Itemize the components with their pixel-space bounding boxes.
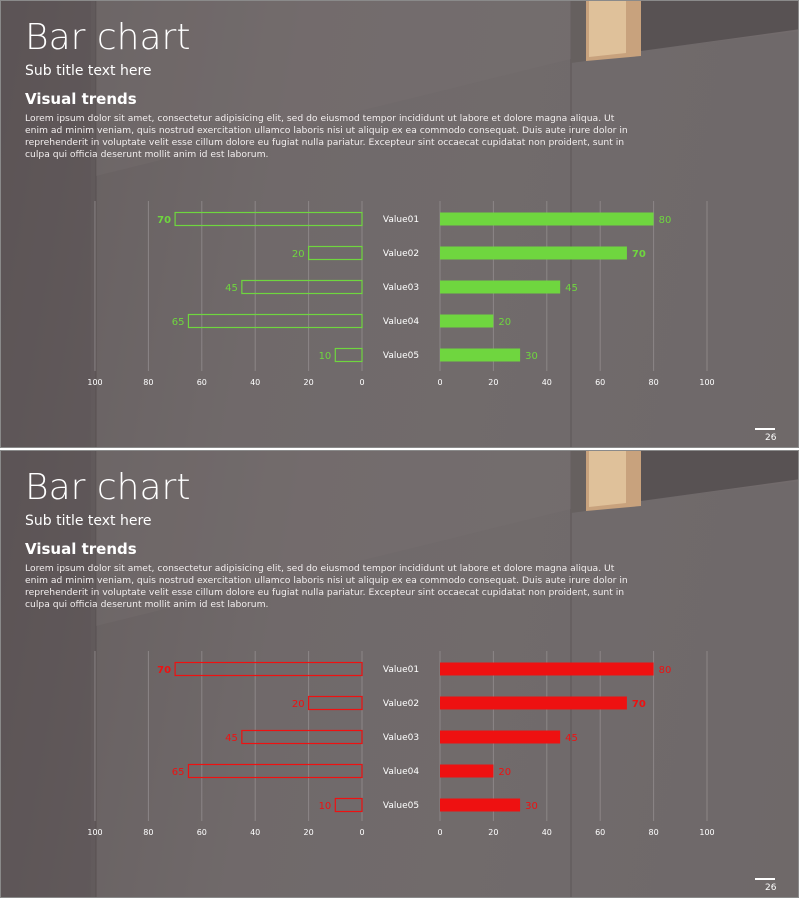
body-paragraph: Lorem ipsum dolor sit amet, consectetur adipisicing elit, sed do eiusmod tempor incididunt ut labore et dolore magna aliqua. Ut enim ad minim veniam, quis nostrud exercitation ullamco laboris nisi ut aliquip ex ea commodo consequat. Duis aute irure dolor in reprehenderit in voluptate velit esse cillum dolore eu fugiat nulla pariatur. Excepteur sint occaecat cupidatat non proident, sunt in culpa qui officia deserunt mollit anim id est laborum.: [25, 563, 628, 610]
bar-left: [188, 765, 362, 778]
tick-label-left: 80: [143, 828, 154, 837]
category-label: Value05: [382, 801, 420, 811]
tick-label-left: 20: [303, 378, 314, 387]
data-label-left: 45: [225, 283, 238, 294]
data-label-left: 65: [171, 767, 185, 778]
bar-right: [440, 731, 560, 744]
tick-label-right: 60: [595, 378, 606, 387]
tick-label-left: 20: [303, 828, 314, 837]
tick-label-right: 60: [595, 828, 606, 837]
bar-left: [335, 349, 362, 362]
butterfly-bar-chart: [1, 451, 799, 898]
bar-right: [440, 765, 493, 778]
tick-label-right: 100: [699, 828, 715, 837]
bar-right: [440, 247, 627, 260]
category-label: Value02: [382, 249, 420, 259]
data-label-left: 70: [157, 665, 172, 676]
category-label: Value03: [382, 283, 420, 293]
page-number-rule: [755, 878, 775, 880]
bar-left: [188, 315, 362, 328]
section-heading: Visual trends: [25, 540, 137, 558]
bar-left: [309, 697, 362, 710]
tick-label-left: 0: [359, 828, 365, 837]
data-label-left: 20: [291, 699, 305, 710]
data-label-left: 70: [157, 215, 172, 226]
bar-left: [309, 247, 362, 260]
data-label-right: 20: [498, 767, 512, 778]
tick-label-left: 100: [87, 828, 103, 837]
bar-right: [440, 349, 520, 362]
data-label-right: 70: [631, 699, 646, 710]
bar-left: [175, 213, 362, 226]
bar-left: [242, 281, 362, 294]
page-number: 26: [765, 883, 777, 893]
data-label-right: 45: [565, 733, 578, 744]
category-label: Value03: [382, 733, 420, 743]
page-number: 26: [765, 433, 777, 443]
tick-label-right: 40: [541, 828, 552, 837]
bar-right: [440, 315, 493, 328]
tick-label-right: 40: [541, 378, 552, 387]
tick-label-right: 0: [437, 378, 443, 387]
data-label-right: 80: [658, 665, 672, 676]
slide-1: [0, 0, 799, 448]
data-label-left: 45: [225, 733, 238, 744]
data-label-left: 20: [291, 249, 305, 260]
data-label-right: 70: [631, 249, 646, 260]
tick-label-left: 0: [359, 378, 365, 387]
category-label: Value02: [382, 699, 420, 709]
bar-right: [440, 663, 654, 676]
tick-label-left: 80: [143, 378, 154, 387]
bar-right: [440, 281, 560, 294]
slide-title: Bar chart: [25, 467, 191, 508]
tick-label-right: 0: [437, 828, 443, 837]
page-number-rule: [755, 428, 775, 430]
data-label-right: 45: [565, 283, 578, 294]
tick-label-right: 20: [488, 828, 499, 837]
category-label: Value04: [382, 767, 420, 777]
bar-right: [440, 697, 627, 710]
tick-label-right: 20: [488, 378, 499, 387]
slide-subtitle: Sub title text here: [25, 513, 152, 529]
bar-left: [175, 663, 362, 676]
body-paragraph: Lorem ipsum dolor sit amet, consectetur adipisicing elit, sed do eiusmod tempor incididunt ut labore et dolore magna aliqua. Ut enim ad minim veniam, quis nostrud exercitation ullamco laboris nisi ut aliquip ex ea commodo consequat. Duis aute irure dolor in reprehenderit in voluptate velit esse cillum dolore eu fugiat nulla pariatur. Excepteur sint occaecat cupidatat non proident, sunt in culpa qui officia deserunt mollit anim id est laborum.: [25, 113, 628, 160]
bar-right: [440, 213, 654, 226]
tick-label-right: 80: [648, 378, 659, 387]
category-label: Value01: [382, 215, 420, 225]
slide-2: [0, 450, 799, 898]
bar-right: [440, 799, 520, 812]
tick-label-right: 80: [648, 828, 659, 837]
tick-label-left: 60: [196, 828, 207, 837]
data-label-right: 30: [525, 351, 538, 362]
category-label: Value04: [382, 317, 420, 327]
data-label-left: 65: [171, 317, 185, 328]
tick-label-left: 100: [87, 378, 103, 387]
data-label-right: 80: [658, 215, 672, 226]
tick-label-right: 100: [699, 378, 715, 387]
butterfly-bar-chart: [1, 1, 799, 448]
data-label-left: 10: [318, 351, 332, 362]
tick-label-left: 40: [250, 378, 261, 387]
section-heading: Visual trends: [25, 90, 137, 108]
slide-subtitle: Sub title text here: [25, 63, 152, 79]
bar-left: [242, 731, 362, 744]
category-label: Value01: [382, 665, 420, 675]
tick-label-left: 60: [196, 378, 207, 387]
data-label-left: 10: [318, 801, 332, 812]
category-label: Value05: [382, 351, 420, 361]
slide-title: Bar chart: [25, 17, 191, 58]
bar-left: [335, 799, 362, 812]
data-label-right: 30: [525, 801, 538, 812]
tick-label-left: 40: [250, 828, 261, 837]
data-label-right: 20: [498, 317, 512, 328]
